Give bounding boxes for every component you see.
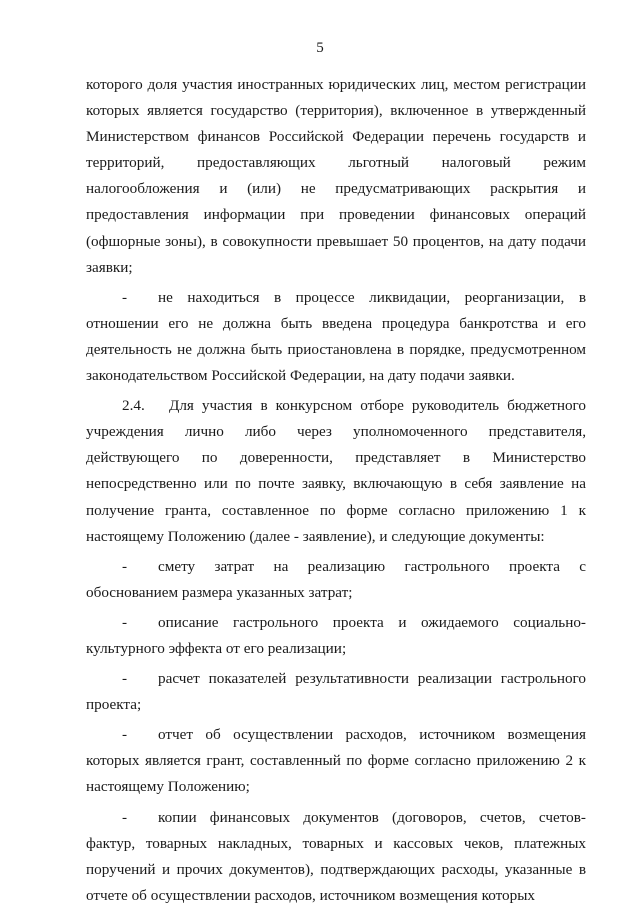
bullet-text: смету затрат на реализацию гастрольного проекта с обоснованием размера указанных затрат;: [86, 557, 586, 601]
bullet-item: [86, 554, 586, 606]
bullet-marker: -: [122, 726, 128, 744]
bullet-text: описание гастрольного проекта и ожидаемого социально-культурного эффекта от его реализации;: [86, 613, 586, 657]
bullet-item: [86, 666, 586, 718]
bullet-item: [86, 610, 586, 662]
bullet-item: [86, 722, 586, 800]
bullet-text: расчет показателей результативности реализации гастрольного проекта;: [86, 670, 586, 714]
item-text: Для участия в конкурсном отборе руководитель бюджетного учреждения лично либо через уполномоченного представителя, действующего по доверенности, представляет в Министерство непосредственно или по почте заявку, включающую в себя заявление на получение гранта, составленное по форме согласно приложению 1 к настоящему Положению (далее - заявление), и следующие документы:: [86, 397, 586, 545]
document-body: [86, 72, 586, 909]
bullet-text: не находиться в процессе ликвидации, реорганизации, в отношении его не должна быть введена процедура банкротства и его деятельность не должна быть приостановлена в порядке, предусмотренном законодательством Российской Федерации, на дату подачи заявки.: [86, 288, 586, 385]
numbered-item: [86, 393, 586, 550]
bullet-item: [86, 285, 586, 389]
bullet-text: отчет об осуществлении расходов, источником возмещения которых является грант, составленный по форме согласно приложению 2 к настоящему Положению;: [86, 726, 586, 796]
bullet-marker: -: [122, 613, 128, 631]
paragraph-text: которого доля участия иностранных юридических лиц, местом регистрации которых является государство (территория), включенное в утвержденный Министерством финансов Российской Федерации перечень государств и территорий, предоставляющих льготный налоговый режим налогообложения и (или) не предусматривающих раскрытия и предоставления информации при проведении финансовых операций (офшорные зоны), в совокупности превышает 50 процентов, на дату подачи заявки;: [86, 76, 586, 276]
bullet-marker: -: [122, 808, 128, 826]
bullet-item: [86, 805, 586, 909]
bullet-marker: -: [122, 670, 128, 688]
paragraph-continuation: [86, 72, 586, 281]
bullet-marker: -: [122, 557, 128, 575]
item-number: 2.4.: [122, 397, 145, 415]
bullet-marker: -: [122, 288, 128, 306]
page-number: 5: [316, 40, 324, 56]
bullet-text: копии финансовых документов (договоров, счетов, счетов-фактур, товарных накладных, товарных и кассовых чеков, платежных поручений и прочих документов), подтверждающих расходы, указанные в отчете об осуществлении расходов, источником возмещения которых: [86, 808, 586, 904]
